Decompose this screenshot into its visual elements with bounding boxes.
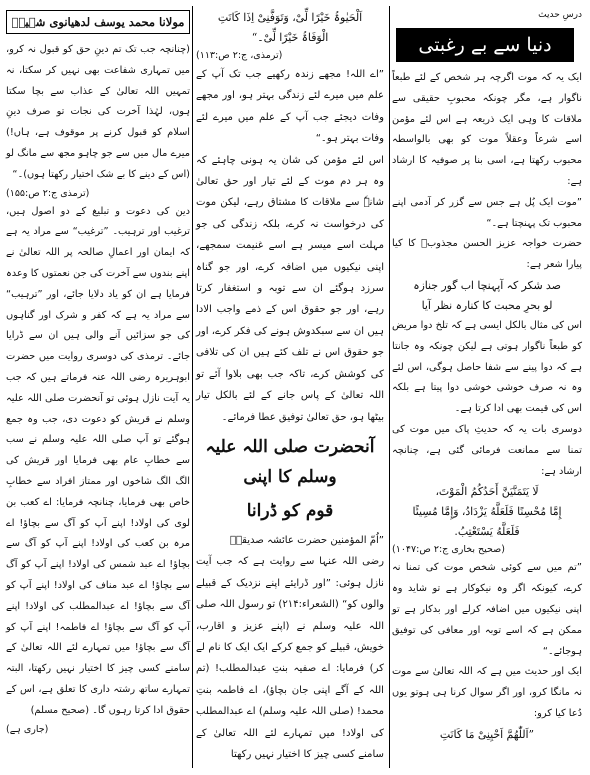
narration-intro: ”اُمّ المؤمنین حضرت عائشہ صدیقہؓ (229, 534, 384, 546)
narration-text: رضی اللہ عنہا سے روایت ہے کہ جب آیت نازل ہوئی: ”اور ڈرایئے اپنے نزدیک کے قبیلے والوں کو“ (الشعراء:۲۱۴) تو رسول اللہ صلی اللہ علیہ وسلم نے (اپنے عزیز و اقارب، خویش، قبیلے کو جمع کرکے ایک ایک کا نام لے کر) فرمایا: اے صفیہ بنتِ عبدالمطلب! (تم اللہ کے آگے اپنی جان بچاؤ)، اے فاطمہ بنتِ محمد! (صلی اللہ علیہ وسلم) اے عبدالمطلب کی اولاد! میں تمہارے لئے اللہ تعالیٰ کے سامنے کسی چیز کا اختیار نہیں رکھتا (196, 556, 384, 760)
right-paragraph-5: دوسری بات یہ کہ حدیثِ پاک میں موت کی تمنا سے ممانعت فرمائی گئی ہے، چنانچہ ارشاد ہے: (392, 423, 582, 477)
verse-line-2: لو بحرِ محبت کا کنارہ نظر آیا (421, 298, 553, 312)
subheading-line-1: آنحضرت صلی اللہ علیہ وسلم کا اپنی (205, 436, 375, 487)
verse-line-1: صد شکر کہ آپہنچا اب گور جنازہ (413, 278, 561, 292)
left-quote: (چنانچہ جب تک تم دینِ حق کو قبول نہ کرو، میں تمہاری شفاعت بھی نہیں کر سکتا، نہ تمہیں اللہ تعالیٰ کے عذاب سے بچا سکتا ہوں، لہٰذا آخرت کی نجات تو صرف دینِ اسلام کو قبول کرنے پر موقوف ہے، ہاں!) میرے مال میں سے جو چاہو مجھ سے مانگ لو (اس کے دینے کا بے شک اختیار رکھتا ہوں)۔“ (6, 44, 190, 180)
arabic-dua-line-2: الْوَفَاۃُ خَیْرًا لِّیْ۔“ (251, 31, 329, 44)
reference-bukhari: (صحیح بخاری ج:۲ ص:۱۰۴۷) (392, 544, 505, 556)
right-column (392, 8, 582, 745)
left-paragraph: دین کی دعوت و تبلیغ کے دو اصول ہیں، ترغیب اور ترہیب۔ ”ترغیب“ سے مراد یہ ہے کہ ایمان اور اعمالِ صالحہ پر اللہ تعالیٰ نے اپنے بندوں سے آخرت کی جن نعمتوں کا وعدہ فرمایا ہے ان کو یاد دلایا جائے، اور ”ترہیب“ سے مراد یہ ہے کہ کفر و شرک اور گناہوں کی جو سزائیں آنے والی ہیں ان سے ڈرایا جائے۔ ترمذی کی دوسری روایت میں حضرت ابوہریرہ رضی اللہ عنہ فرماتے ہیں کہ جب یہ آیت نازل ہوئی تو آنحضرت صلی اللہ علیہ وسلم نے قریش کو دعوت دی، جب وہ جمع ہوگئے تو آپ صلی اللہ علیہ وسلم نے سب سے خطابِ عام بھی فرمایا اور قریش کی الگ الگ شاخوں اور ممتاز افراد سے خطابِ خاص بھی فرمایا، چنانچہ فرمایا: اے کعب بن لوی کی اولاد! اپنے آپ کو آگ سے بچاؤ! اے مرہ بن کعب کی اولاد! اپنے آپ کو آگ سے بچاؤ! اے عبد شمس کی اولاد! اپنے آپ کو آگ سے بچاؤ! اے عبد مناف کی اولاد! اپنے آپ کو آگ سے بچاؤ! اے عبدالمطلب کی اولاد! اپنے آپ کو آگ سے بچاؤ! اے فاطمہ! اپنے آپ کو آگ سے بچاؤ! میں تمہارے لئے اللہ تعالیٰ کے سامنے کسی چیز کا اختیار نہیں رکھتا، البتہ تمہارے ساتھ رشتہ داری کا تعلق ہے، اس کے حقوق ادا کرتا رہوں گا۔ (صحیح مسلم) (6, 205, 190, 716)
right-paragraph-3: حضرت خواجہ عزیز الحسن مجذوبؒ کا کیا پیارا شعر ہے: (392, 238, 582, 271)
right-translation: ”تم میں سے کوئی شخص موت کی تمنا نہ کرے، کیونکہ اگر وہ نیکوکار ہے تو شاید وہ اپنی نیکیوں میں اضافہ کرلے اور بدکار ہے تو ممکن ہے کہ اسے توبہ اور معافی کی توفیق ہوجائے۔“ (392, 562, 582, 657)
middle-paragraph: اس لئے مؤمن کی شان یہ ہونی چاہئے کہ وہ ہر دم موت کے لئے تیار اور حق تعالیٰ شانہٗ سے ملاقات کا مشتاق رہے، لیکن موت کی درخواست نہ کرے، بلکہ زندگی کی جو مہلت اسے میسر ہے اسے غنیمت سمجھے، اپنی نیکیوں میں اضافہ کرے، اور جو گناہ سرزد ہوگئے ان سے توبہ و استغفار کرتا رہے، اور جو حقوق اس کے ذمے واجب الادا ہیں ان سے سبکدوش ہونے کی فکر کرے، اور جو حقوق اس نے تلف کئے ہیں ان کی تلافی کی کوشش کرے، تاکہ جب بھی بلاوا آئے تو اللہ تعالیٰ کے پاس جانے کے لئے بالکل تیار بیٹھا ہو، حق تعالیٰ توفیق عطا فرمائے۔ (196, 154, 384, 423)
article-title: دنیا سے بے رغبتی (396, 28, 574, 62)
right-paragraph-4: اس کی مثال بالکل ایسی ہے کہ تلخ دوا مریض کو طبعاً ناگوار ہوتی ہے لیکن چونکہ وہ جانتا ہے کہ دوا پینے سے شفا حاصل ہوگی، اس لئے وہ نہ صرف خوشی خوشی دوا پیتا ہے بلکہ اس کی قیمت بھی ادا کرتا ہے۔ (392, 319, 582, 415)
middle-translation: ”اے اللہ! مجھے زندہ رکھیے جب تک آپ کے علم میں میرے لئے زندگی بہتر ہو، اور مجھے وفات دیجئے جب آپ کے علم میں میرے لئے وفات بہتر ہو۔“ (196, 69, 384, 145)
right-closing-2: ”اَللّٰھُمَّ اَحْیِنِیْ مَا کَانَتِ (439, 727, 535, 741)
right-paragraph-2: ”موت ایک پُل ہے جس سے گزر کر آدمی اپنے محبوب تک پہنچتا ہے۔“ (392, 196, 582, 229)
arabic-quote-line-2: إِمَّا مُحْسِنًا فَلَعَلَّهُ يَزْدَادُ، وَإِمَّا مُسِيئًا (412, 505, 562, 519)
arabic-dua-line-1: اَلْحَیٰوۃُ خَیْرًا لِّیْ، وَتَوَفَّنِیْ اِذَا کَانَتِ (217, 11, 363, 24)
arabic-quote-line-3: فَلَعَلَّهُ يَسْتَعْتِبُ. (454, 525, 520, 539)
reference-tirmidhi: (ترمذی، ج:۲ ص:۱۱۳) (196, 50, 283, 61)
column-divider-left (192, 6, 193, 768)
arabic-quote-line-1: لَا يَتَمَنَّيَنَّ أَحَدُكُمُ الْمَوْتَ، (435, 485, 539, 499)
subheading-line-2: قوم کو ڈرانا (246, 500, 334, 521)
right-paragraph-1: ایک یہ کہ موت اگرچہ ہر شخص کے لئے طبعاً ناگوار ہے، مگر چونکہ محبوبِ حقیقی سے ملاقات کا وہی ایک ذریعہ ہے اس لئے مؤمن اسے شرعاً وعقلاً موت کو بھی بالواسطہ محبوب رکھتا ہے، اسی بنا پر صوفیہ کا ارشاد ہے: (392, 72, 582, 187)
right-closing-1: ایک اور حدیث میں ہے کہ اللہ تعالیٰ سے موت نہ مانگا کرو، اور اگر سوال کرنا ہی ہوتو یوں دُعا کیا کرو: (392, 666, 582, 719)
left-column (6, 8, 190, 738)
column-divider-right (389, 6, 390, 768)
continued-note: (جاری ہے) (6, 723, 49, 735)
section-tag: درسِ حدیث (538, 10, 582, 20)
author-name: مولانا محمد یوسف لدھیانوی شہیدؒ (6, 10, 190, 34)
middle-column (196, 8, 384, 765)
reference-tirmidhi-2: (ترمذی ج:۲ ص:۱۵۵) (6, 187, 90, 199)
